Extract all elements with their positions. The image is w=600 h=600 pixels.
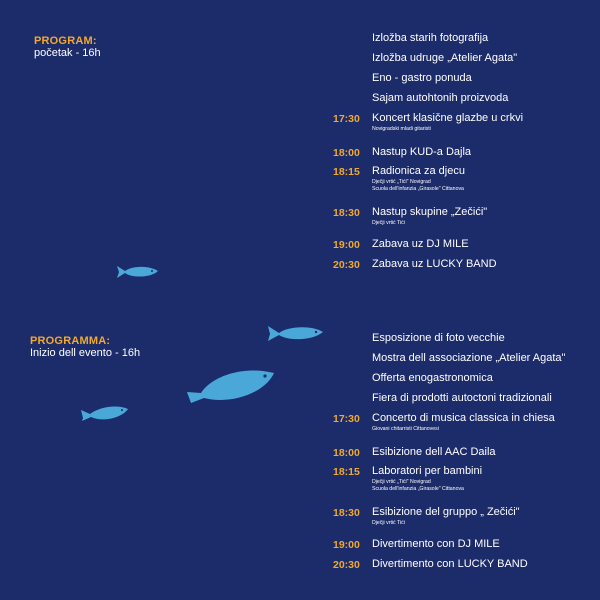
event-time: 18:00 bbox=[333, 447, 360, 459]
event-note: Scuola dell'infanzia „Girasole" Cittanova bbox=[372, 186, 464, 192]
event-time: 17:30 bbox=[333, 113, 360, 125]
event-time: 18:00 bbox=[333, 147, 360, 159]
event-note: Dječji vrtić Tići bbox=[372, 520, 405, 526]
event-title: Esposizione di foto vecchie bbox=[372, 332, 505, 344]
fish-icon bbox=[268, 325, 324, 342]
event-title: Zabava uz LUCKY BAND bbox=[372, 258, 497, 270]
program-start-hr: početak - 16h bbox=[34, 47, 101, 59]
event-note: Novigradski mladi gitaristi bbox=[372, 126, 431, 132]
event-title: Esibizione dell AAC Daila bbox=[372, 446, 496, 458]
event-title: Zabava uz DJ MILE bbox=[372, 238, 469, 250]
event-time: 20:30 bbox=[333, 559, 360, 571]
event-title: Nastup KUD-a Dajla bbox=[372, 146, 472, 158]
program-heading-hr: PROGRAM: bbox=[34, 35, 97, 47]
event-time: 18:15 bbox=[333, 466, 360, 478]
event-time: 19:00 bbox=[333, 539, 360, 551]
event-title: Sajam autohtonih proizvoda bbox=[372, 92, 509, 104]
event-title: Concerto di musica classica in chiesa bbox=[372, 412, 555, 424]
event-title: Eno - gastro ponuda bbox=[372, 72, 472, 84]
event-title: Izložba udruge „Atelier Agata" bbox=[372, 52, 518, 64]
program-heading-it: PROGRAMMA: bbox=[30, 335, 111, 347]
event-title: Divertimento con DJ MILE bbox=[372, 538, 500, 550]
event-time: 18:30 bbox=[333, 207, 360, 219]
event-title: Divertimento con LUCKY BAND bbox=[372, 558, 528, 570]
event-note: Dječji vrtić „Tići" Novigrad bbox=[372, 179, 431, 185]
event-note: Scuola dell'infanzia „Girasole" Cittanova bbox=[372, 486, 464, 492]
event-title: Radionica za djecu bbox=[372, 165, 465, 177]
event-time: 17:30 bbox=[333, 413, 360, 425]
event-title: Esibizione del gruppo „ Zečići" bbox=[372, 506, 520, 518]
event-time: 18:15 bbox=[333, 166, 360, 178]
event-title: Offerta enogastronomica bbox=[372, 372, 493, 384]
event-time: 20:30 bbox=[333, 259, 360, 271]
fish-icon bbox=[81, 404, 129, 422]
event-title: Koncert klasične glazbe u crkvi bbox=[372, 112, 524, 124]
event-time: 18:30 bbox=[333, 507, 360, 519]
event-title: Laboratori per bambini bbox=[372, 465, 483, 477]
event-title: Izložba starih fotografija bbox=[372, 32, 489, 44]
event-note: Giovani chitarristi Cittanovesi bbox=[372, 426, 439, 432]
event-title: Fiera di prodotti autoctoni tradizionali bbox=[372, 392, 552, 404]
fish-icon bbox=[117, 265, 159, 279]
event-time: 19:00 bbox=[333, 239, 360, 251]
event-title: Mostra dell associazione „Atelier Agata" bbox=[372, 352, 566, 364]
program-start-it: Inizio dell evento - 16h bbox=[30, 347, 141, 359]
event-note: Dječji vrtić Tići bbox=[372, 220, 405, 226]
event-note: Dječji vrtić „Tići" Novigrad bbox=[372, 479, 431, 485]
fish-icon bbox=[187, 365, 275, 405]
event-title: Nastup skupine „Zečići" bbox=[372, 206, 488, 218]
